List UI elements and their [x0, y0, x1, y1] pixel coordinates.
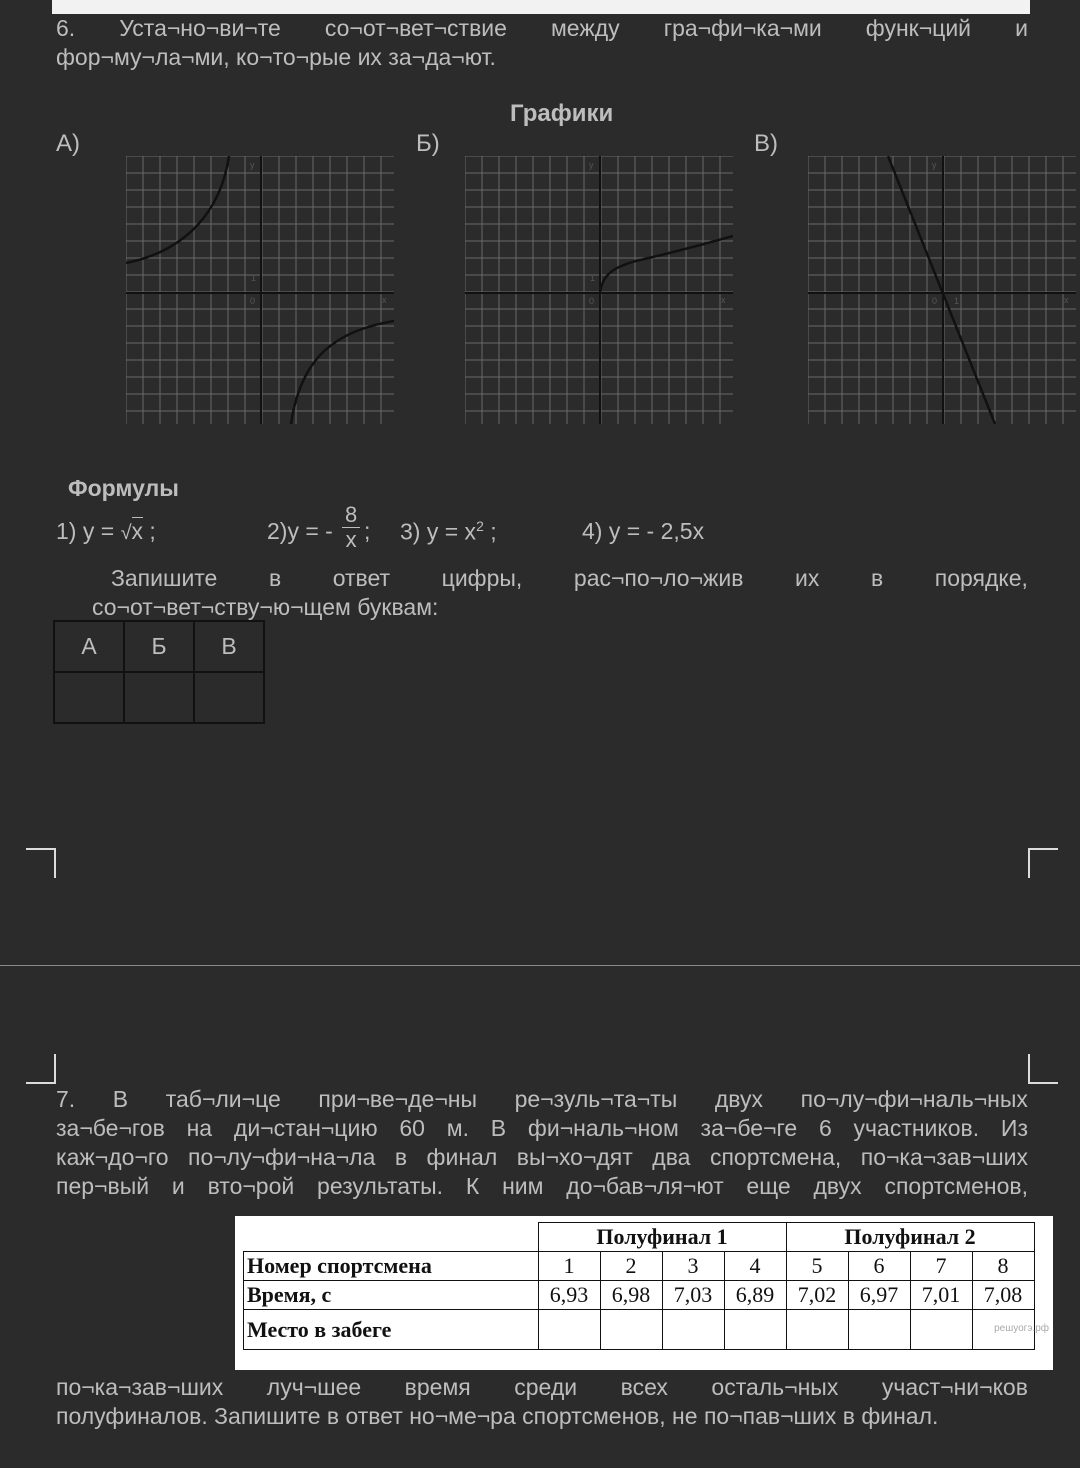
page-corner-mark: [1028, 1054, 1058, 1084]
task7-line1-word: при¬ве¬де¬ны: [318, 1086, 477, 1112]
instruction-word: в: [870, 565, 884, 591]
graph-label-a: А): [56, 130, 80, 157]
answer-cell-b[interactable]: [124, 672, 194, 723]
athlete-number-cell: 1: [538, 1252, 600, 1281]
time-cell: 7,08: [972, 1281, 1034, 1310]
formula-2-suffix: ;: [364, 518, 371, 544]
task7-after-word: участ¬ни¬ков: [881, 1374, 1028, 1400]
graph-a-hyperbola: [126, 156, 394, 424]
answer-cell-v[interactable]: [194, 672, 264, 723]
formula-4: 4) y = - 2,5x: [582, 518, 705, 544]
empty-corner: [244, 1223, 539, 1252]
one-label: 1: [251, 273, 257, 283]
place-cell: [848, 1310, 910, 1350]
formula-2-prefix: 2)y = -: [267, 518, 333, 544]
page-corner-mark: [1028, 848, 1058, 878]
watermark: решуогэ.рф: [994, 1323, 1049, 1334]
task7-line1-word: двух: [714, 1086, 764, 1112]
formulas-heading: Формулы: [68, 475, 179, 501]
time-cell: 6,93: [538, 1281, 600, 1310]
origin-label: 0: [932, 296, 938, 306]
page-corner-mark: [26, 1054, 56, 1084]
line-graph: [888, 156, 995, 424]
time-cell: 7,03: [662, 1281, 724, 1310]
task7-line1-word: по¬лу¬фи¬наль¬ных: [800, 1086, 1028, 1112]
page-separator: [0, 965, 1080, 966]
time-cell: 7,01: [910, 1281, 972, 1310]
instruction-word: порядке,: [934, 565, 1028, 591]
task7-line4: пер¬вый и вто¬рой результаты. К ним до¬бав¬ля¬ют еще двух спортсменов,: [56, 1173, 1028, 1199]
instruction-line1: [111, 564, 1028, 593]
fraction-numerator: 8: [342, 503, 360, 528]
origin-label: 0: [250, 296, 256, 306]
x-label: x: [1064, 295, 1069, 305]
time-cell: 6,97: [848, 1281, 910, 1310]
instruction-word: в: [268, 565, 282, 591]
row-header-number: Номер спортсмена: [244, 1252, 539, 1281]
task6-line2: фор¬му¬ла¬ми, ко¬то¬рые их за¬да¬ют.: [56, 44, 496, 70]
place-cell: [600, 1310, 662, 1350]
place-cell: [538, 1310, 600, 1350]
task7-line1-word: 7.: [56, 1086, 76, 1112]
formula-1-radicand: x: [131, 518, 144, 544]
x-label: x: [721, 295, 726, 305]
answer-header-a: А: [54, 621, 124, 672]
task7-after-word: осталь¬ных: [711, 1374, 839, 1400]
top-page-edge: [52, 0, 1030, 14]
time-cell: 7,02: [786, 1281, 848, 1310]
formula-3: [400, 518, 497, 546]
y-label: y: [932, 160, 937, 170]
graph-label-b: Б): [416, 130, 440, 157]
formula-1: [56, 518, 156, 545]
place-cell: [662, 1310, 724, 1350]
y-label: y: [250, 160, 255, 170]
row-header-time: Время, с: [244, 1281, 539, 1310]
athlete-number-cell: 7: [910, 1252, 972, 1281]
task7-line1-word: В: [112, 1086, 129, 1112]
task7-line3: каж¬до¬го по¬лу¬фи¬на¬ла в финал вы¬хо¬дят два спортсмена, по¬ка¬зав¬ших: [56, 1144, 1028, 1170]
results-table: [243, 1222, 1035, 1350]
task6-line1-word: 6.: [56, 15, 76, 41]
task7-after-line2: полуфиналов. Запишите в ответ но¬ме¬ра спортсменов, не по¬пав¬ших в финал.: [56, 1403, 939, 1429]
y-label: y: [589, 160, 594, 170]
task6-line1: [56, 14, 1028, 43]
task7-line2: за¬бе¬гов на ди¬стан¬цию 60 м. В фи¬наль¬ном за¬бе¬ге 6 участников. Из: [56, 1115, 1028, 1141]
time-cell: 6,98: [600, 1281, 662, 1310]
sqrt-sign: √: [120, 522, 132, 544]
answer-header-b: Б: [124, 621, 194, 672]
page-corner-mark: [26, 848, 56, 878]
task6-line1-word: со¬от¬вет¬ствие: [324, 15, 507, 41]
task6-line1-word: и: [1015, 15, 1028, 41]
one-label: 1: [590, 273, 596, 283]
athlete-number-cell: 8: [972, 1252, 1034, 1281]
answer-header-v: В: [194, 621, 264, 672]
athlete-number-cell: 4: [724, 1252, 786, 1281]
formula-1-suffix: ;: [143, 518, 156, 544]
formula-1-prefix: 1) y =: [56, 518, 121, 544]
answer-table: [53, 620, 265, 724]
origin-label: 0: [589, 296, 595, 306]
athlete-number-cell: 5: [786, 1252, 848, 1281]
place-cell: [910, 1310, 972, 1350]
instruction-word: их: [795, 565, 820, 591]
place-cell: [786, 1310, 848, 1350]
task6-line1-word: Уста¬но¬ви¬те: [119, 15, 281, 41]
instruction-word: ответ: [332, 565, 391, 591]
instruction-word: Запишите: [111, 565, 218, 591]
graph-v-line: [808, 156, 1076, 424]
time-cell: 6,89: [724, 1281, 786, 1310]
task6-line1-word: функ¬ций: [865, 15, 972, 41]
curve-sqrt: [600, 236, 733, 293]
task7-after-line1: [56, 1373, 1028, 1402]
instruction-word: цифры,: [441, 565, 523, 591]
task7-line1-word: ре¬зуль¬та¬ты: [514, 1086, 678, 1112]
athlete-number-cell: 3: [662, 1252, 724, 1281]
task7-after-word: среди: [514, 1374, 578, 1400]
fraction-denominator: x: [345, 527, 357, 552]
task7-after-word: луч¬шее: [266, 1374, 362, 1400]
formula-2-fraction: [342, 503, 360, 552]
semifinal-2-header: Полуфинал 2: [786, 1223, 1034, 1252]
graph-label-v: В): [754, 130, 778, 157]
task7-after-word: всех: [620, 1374, 668, 1400]
athlete-number-cell: 2: [600, 1252, 662, 1281]
instruction-line2: со¬от¬вет¬ству¬ю¬щем буквам:: [92, 594, 439, 620]
one-label: 1: [954, 296, 960, 306]
task7-after-word: по¬ка¬зав¬ших: [56, 1374, 224, 1400]
x-label: x: [382, 295, 387, 305]
results-table-image: [235, 1216, 1053, 1370]
graph-b-sqrt: [465, 156, 733, 424]
task7-line1-word: таб¬ли¬це: [165, 1086, 281, 1112]
place-cell: [724, 1310, 786, 1350]
semifinal-1-header: Полуфинал 1: [538, 1223, 786, 1252]
task6-line1-word: гра¬фи¬ка¬ми: [663, 15, 822, 41]
task6-line1-word: между: [550, 15, 620, 41]
curve-right-branch: [291, 321, 394, 424]
answer-cell-a[interactable]: [54, 672, 124, 723]
formula-3-suffix: ;: [483, 518, 497, 545]
task7-line1: [56, 1085, 1028, 1114]
task7-after-word: время: [404, 1374, 471, 1400]
athlete-number-cell: 6: [848, 1252, 910, 1281]
instruction-word: рас¬по¬ло¬жив: [573, 565, 744, 591]
formula-3-exponent: 2: [476, 518, 484, 534]
formula-3-prefix: 3) y = x: [400, 518, 477, 545]
row-header-place: Место в забеге: [244, 1310, 539, 1350]
graphs-heading: Графики: [510, 100, 614, 127]
